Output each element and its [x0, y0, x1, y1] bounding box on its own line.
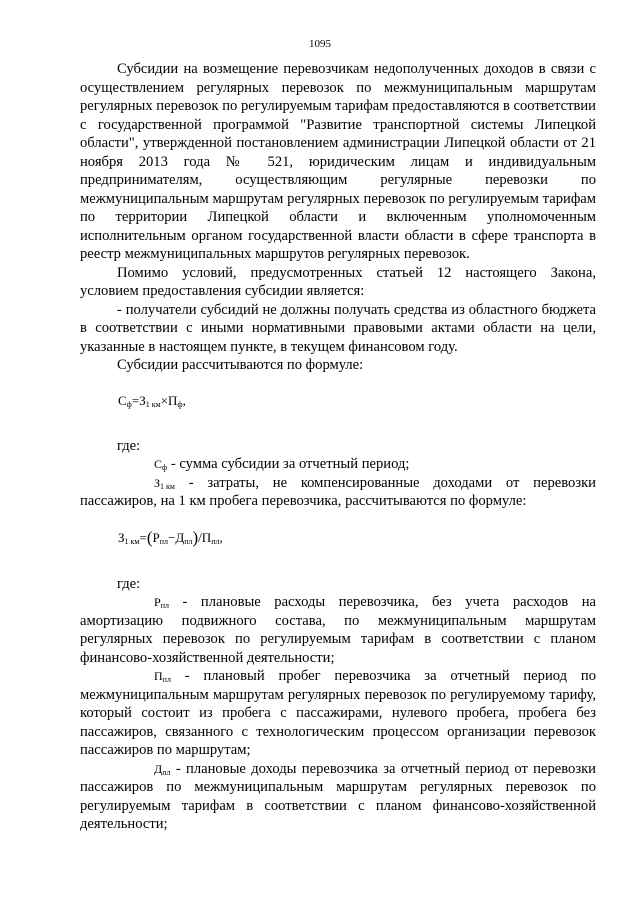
definition-rpl: $Р_{пл}$ - плановые расходы перевозчика, без учета расходов на амортизацию подвижного состава, по межмуниципальным маршрутам регулярных перевозок по регулируемым тарифам в соответствии с планом финансово-хозяйственной деятельности;	[80, 594, 596, 666]
definition-z1km: $З_{1 км}$ - затраты, не компенсированные доходами от перевозки пассажиров, на 1 км пробега перевозчика, рассчитываются по формуле:	[80, 474, 596, 509]
page-number: 1095	[309, 38, 331, 50]
definition-cf: $С_ф$ - сумма субсидии за отчетный период;	[80, 455, 596, 474]
paragraph-conditions: Помимо условий, предусмотренных статьей 12 настоящего Закона, условием предоставления субсидии является:	[80, 264, 596, 299]
definition-ppl: $П_{пл}$ - плановый пробег перевозчика за отчетный период по межмуниципальным маршрутам регулярных перевозок по регулируемому тарифу, который состоит из пробега с пассажирами, нулевого пробега, пробега без пассажиров, связанного с технологическим процессом организации перевозок пассажиров по маршрутам;	[80, 668, 596, 758]
where-label-2: где:	[117, 575, 141, 592]
definition-dpl: $Д_{пл}$ - плановые доходы перевозчика за отчетный период от перевозки пассажиров по межмуниципальным маршрутам регулярных перевозок по регулируемым тарифам в соответствии с планом финансово-хозяйственной деятельности;	[80, 760, 596, 832]
symbol-dpl: $Д_{пл}$	[154, 761, 171, 777]
symbol-rpl: $Р_{пл}$	[154, 595, 169, 610]
formula-subsidy: $С_ф=З_{1 км}\times П_ф$,	[118, 392, 186, 409]
paragraph-condition-item: - получатели субсидий не должны получать средства из областного бюджета в соответствии с иными нормативными правовыми актами области на цели, указанные в настоящем пункте, в текущем финансовом году.	[80, 301, 596, 355]
document-body	[80, 60, 596, 834]
formula-cost-per-km: $З_{1 км}=(Р_{пл}-Д_{пл})/П_{пл}$,	[118, 527, 223, 547]
paragraph-subsidies: Субсидии на возмещение перевозчикам недополученных доходов в связи с осуществлением регулярных перевозок по межмуниципальным маршрутам регулярных перевозок по регулируемым тарифам предоставляются в соответствии с государственной программой "Развитие транспортной системы Липецкой области", утвержденной постановлением администрации Липецкой области от 21 ноября 2013 года № 521, юридическим лицам и индивидуальным предпринимателям, осуществляющим регулярные перевозки по межмуниципальным маршрутам регулярных перевозок по регулируемым тарифам по территории Липецкой области и включенным уполномоченным исполнительным органом государственной власти области в сфере транспорта в реестр межмуниципальных маршрутов регулярных перевозок.	[80, 61, 596, 262]
where-label-1: где:	[117, 437, 141, 454]
paragraph-formula-intro: Субсидии рассчитываются по формуле:	[117, 357, 364, 373]
symbol-cf: $С_ф$	[154, 457, 168, 472]
symbol-z1km: $З_{1 км}$	[154, 475, 175, 491]
symbol-ppl: $П_{пл}$	[154, 669, 171, 684]
